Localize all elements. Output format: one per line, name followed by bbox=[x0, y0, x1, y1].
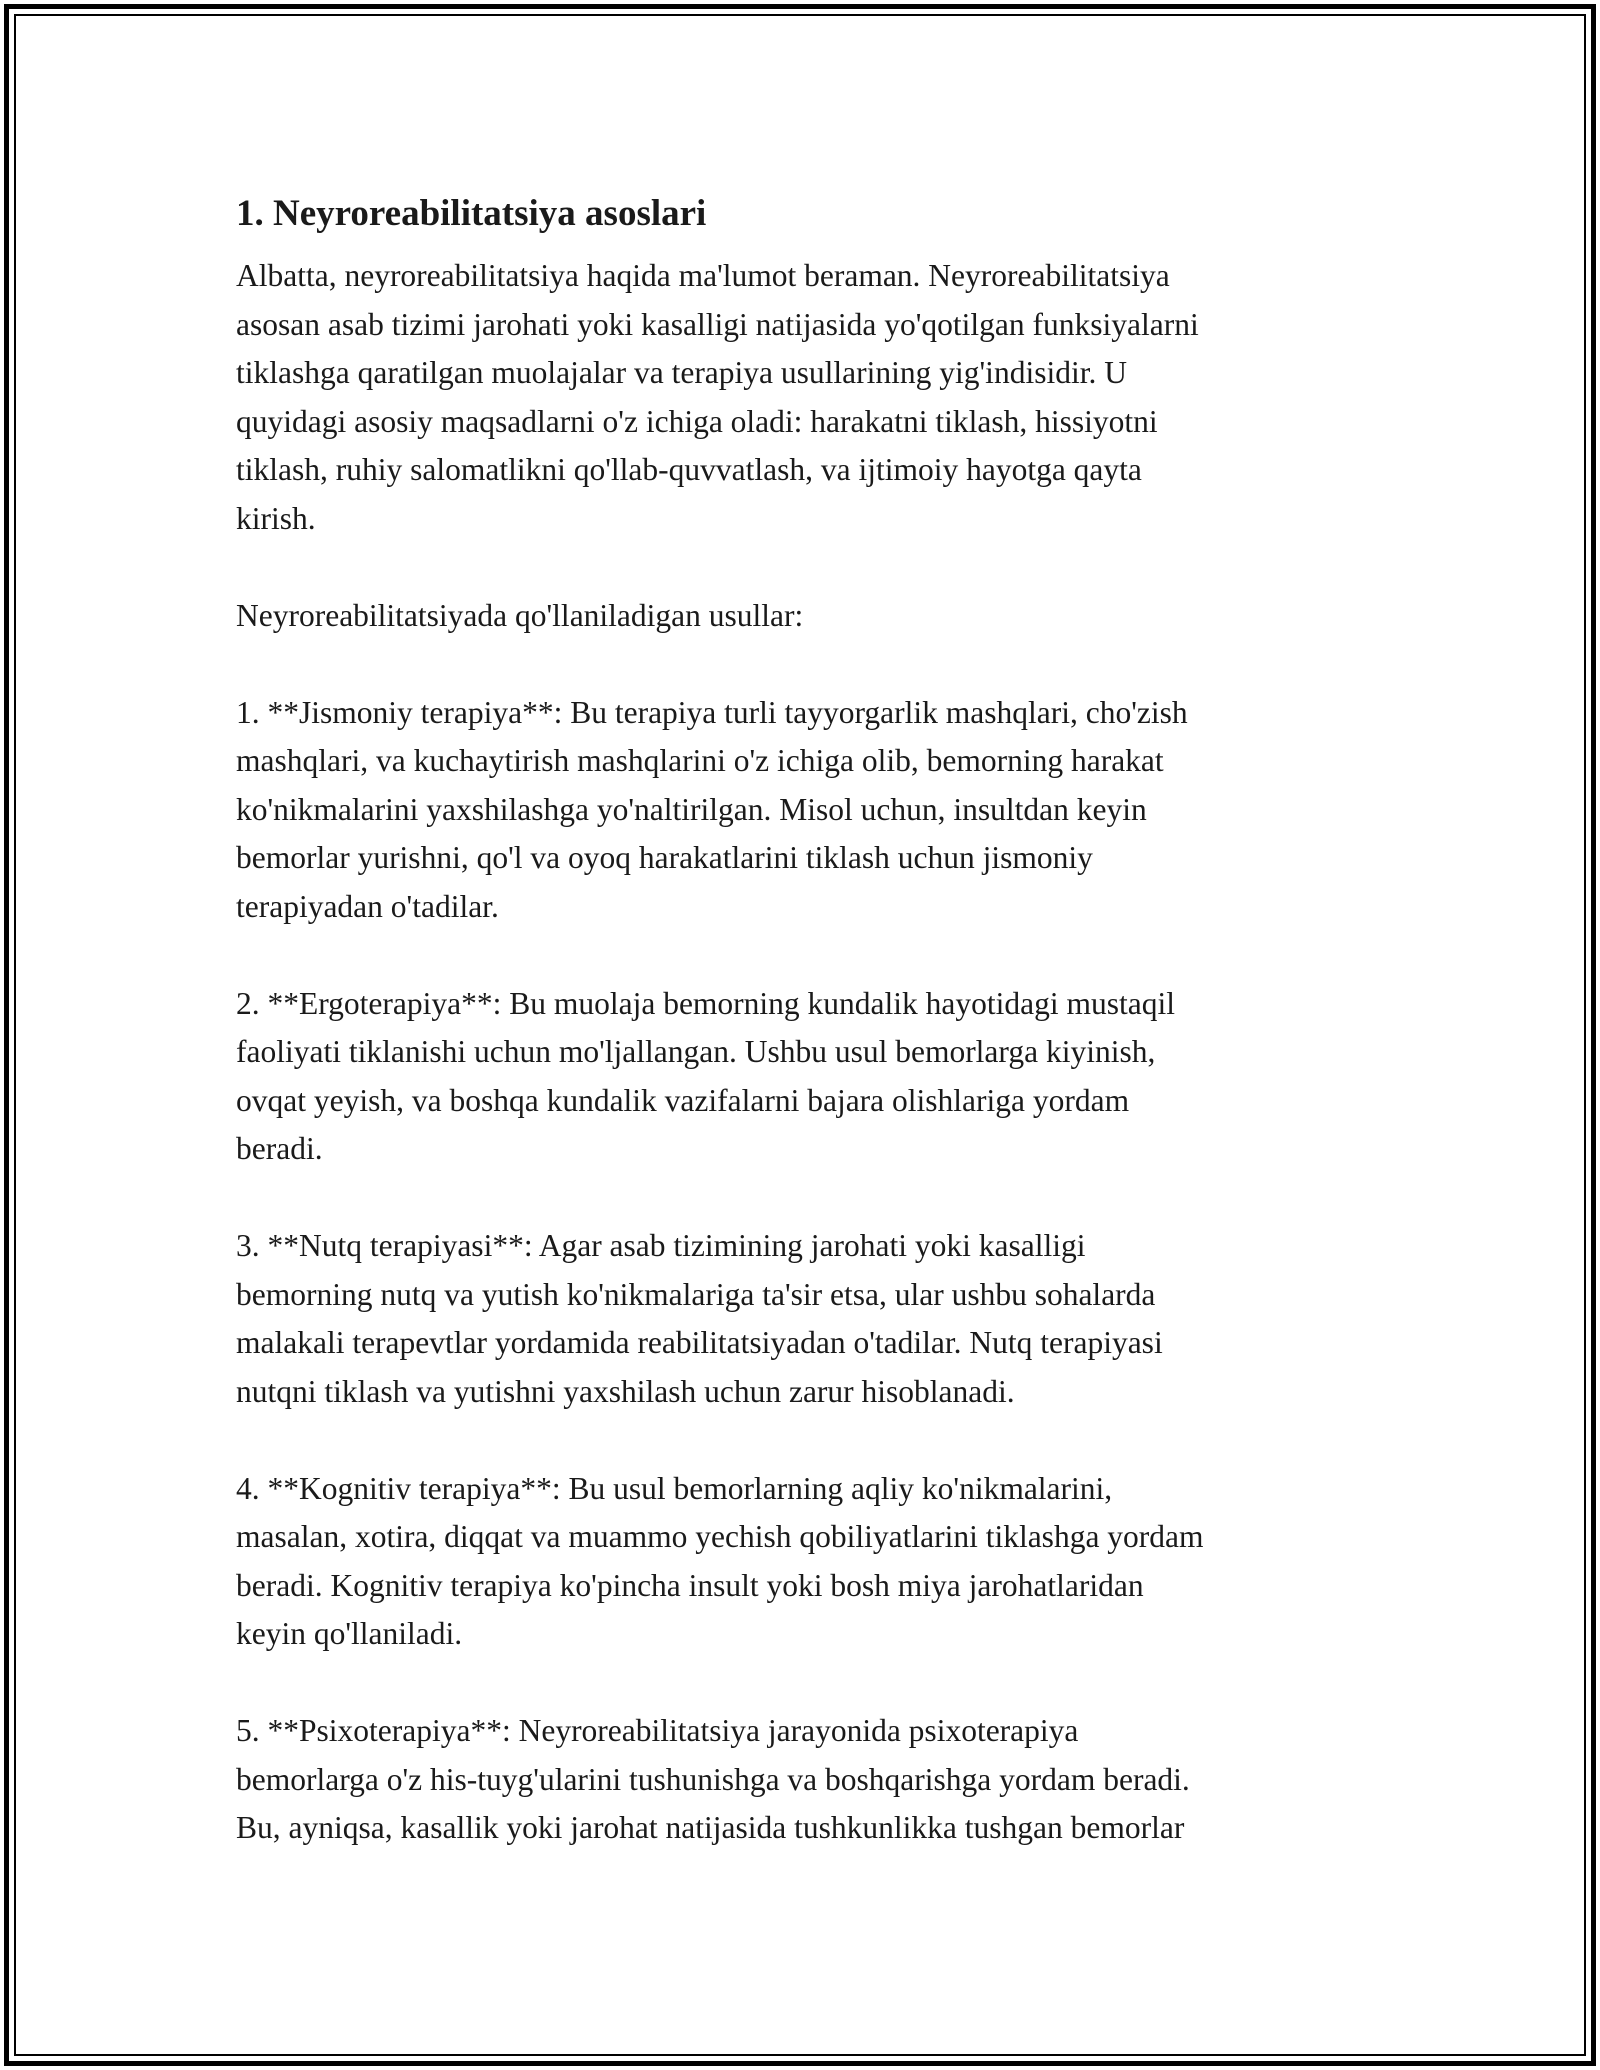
list-item-psychotherapy: 5. **Psixoterapiya**: Neyroreabilitatsiya jarayonida psixoterapiya bemorlarga o'z his-tuyg'ularini tushunishga va boshqarishga yordam beradi. Bu, ayniqsa, kasallik yoki jarohat natijasida tushkunlikka tushgan bemorlar bbox=[236, 1713, 1190, 1845]
list-item-cognitive-therapy: 4. **Kognitiv terapiya**: Bu usul bemorlarning aqliy ko'nikmalarini, masalan, xotira, diqqat va muammo yechish qobiliyatlarini tiklashga yordam beradi. Kognitiv terapiya ko'pincha insult yoki bosh miya jarohatlaridan keyin qo'llaniladi. bbox=[236, 1470, 1204, 1651]
section-heading: 1. Neyroreabilitatsiya asoslari bbox=[236, 193, 707, 234]
intro-paragraph: Albatta, neyroreabilitatsiya haqida ma'lumot beraman. Neyroreabilitatsiya asosan asab tizimi jarohati yoki kasalligi natijasida yo'qotilgan funksiyalarni tiklashga qaratilgan muolajalar va terapiya usullarining yig'indisidir. U quyidagi asosiy maqsadlarni o'z ichiga oladi: harakatni tiklash, hissiyotni tiklash, ruhiy salomatlikni qo'llab-quvvatlash, va ijtimoiy hayotga qayta kirish. bbox=[236, 258, 1199, 536]
methods-intro-paragraph: Neyroreabilitatsiyada qo'llaniladigan usullar: bbox=[236, 597, 804, 633]
list-item-physical-therapy: 1. **Jismoniy terapiya**: Bu terapiya turli tayyorgarlik mashqlari, cho'zish mashqlari, va kuchaytirish mashqlarini o'z ichiga olib, bemorning harakat ko'nikmalarini yaxshilashga yo'naltirilgan. Misol uchun, insultdan keyin bemorlar yurishni, qo'l va oyoq harakatlarini tiklash uchun jismoniy terapiyadan o'tadilar. bbox=[236, 694, 1188, 924]
list-item-speech-therapy: 3. **Nutq terapiyasi**: Agar asab tizimining jarohati yoki kasalligi bemorning nutq va yutish ko'nikmalariga ta'sir etsa, ular ushbu sohalarda malakali terapevtlar yordamida reabilitatsiyadan o'tadilar. Nutq terapiyasi nutqni tiklash va yutishni yaxshilash uchun zarur hisoblanadi. bbox=[236, 1228, 1163, 1409]
document-body bbox=[236, 184, 1376, 1853]
list-item-ergotherapy: 2. **Ergoterapiya**: Bu muolaja bemorning kundalik hayotidagi mustaqil faoliyati tiklanishi uchun mo'ljallangan. Ushbu usul bemorlarga kiyinish, ovqat yeyish, va boshqa kundalik vazifalarni bajara olishlariga yordam beradi. bbox=[236, 985, 1176, 1166]
